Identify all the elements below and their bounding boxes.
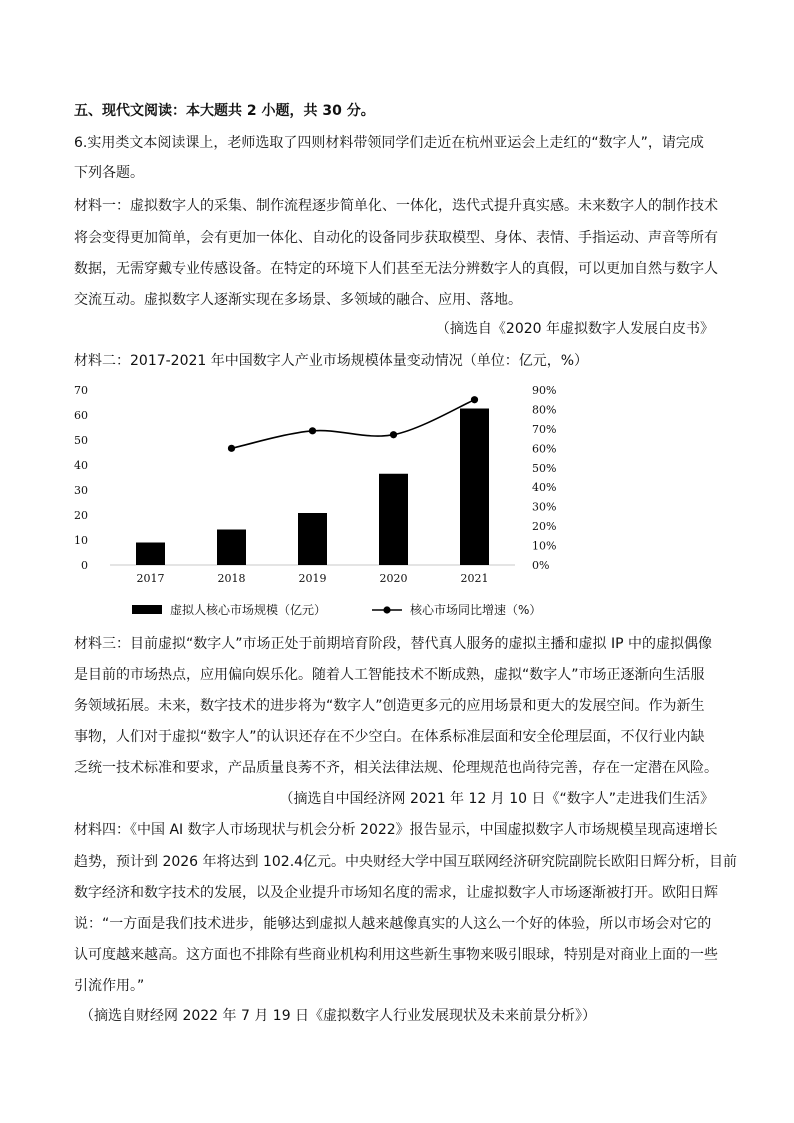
section-heading: 五、现代文阅读：本大题共 2 小题，共 30 分。 (74, 103, 375, 119)
material-1-line-1: 材料一：虚拟数字人的采集、制作流程逐步简单化、一体化，迭代式提升真实感。未来数字人的制作技术 (74, 198, 718, 214)
growth-point-2019 (309, 427, 316, 434)
left-tick-label: 10 (74, 534, 88, 547)
material-1-line-3: 数据，无需穿戴专业传感设备。在特定的环境下人们甚至无法分辨数字人的真假，可以更加自然与数字人 (74, 261, 718, 277)
question-line-2: 下列各题。 (74, 165, 144, 181)
growth-point-2021 (471, 396, 478, 403)
legend-bar-label: 虚拟人核心市场规模（亿元） (170, 603, 327, 617)
x-tick-label: 2021 (460, 572, 489, 585)
x-tick-label: 2019 (298, 572, 327, 585)
material-4-source: （摘选自财经网 2022 年 7 月 19 日《虚拟数字人行业发展现状及未来前景分析》） (80, 1008, 597, 1024)
material-1-source: （摘选自《2020 年虚拟数字人发展白皮书》 (435, 321, 714, 337)
material-3-line-2: 是目前的市场热点，应用偏向娱乐化。随着人工智能技术不断成熟，虚拟“数字人”市场正逐渐向生活服 (74, 667, 705, 683)
right-tick-label: 90% (532, 384, 557, 397)
x-tick-label: 2018 (217, 572, 246, 585)
right-tick-label: 30% (532, 500, 557, 514)
material-4-line-4: 说：“一方面是我们技术进步，能够达到虚拟人越来越像真实的人这么一个好的体验，所以市场会对它的 (74, 916, 712, 932)
material-4-line-5: 认可度越来越高。这方面也不排除有些商业机构利用这些新生事物来吸引眼球，特别是对商业上面的一些 (74, 947, 718, 963)
right-tick-label: 0% (532, 559, 550, 572)
legend-bar-swatch (132, 605, 162, 614)
growth-rate-line (232, 400, 475, 449)
material-3-line-1: 材料三：目前虚拟“数字人”市场正处于前期培育阶段，替代真人服务的虚拟主播和虚拟 IP 中的虚拟偶像 (74, 636, 712, 652)
question-line-1: 6.实用类文本阅读课上，老师选取了四则材料带领同学们走近在杭州亚运会上走红的“数字人”，请完成 (74, 135, 704, 151)
material-4-line-2: 趋势，预计到 2026 年将达到 102.4亿元。中央财经大学中国互联网经济研究院副院长欧阳日辉分析，目前 (74, 854, 738, 870)
left-tick-label: 60 (74, 409, 88, 422)
left-tick-label: 40 (74, 459, 88, 472)
right-tick-label: 60% (532, 442, 557, 456)
legend-line-marker (383, 606, 390, 613)
left-tick-label: 30 (74, 484, 88, 497)
bar-2020 (379, 474, 408, 565)
right-tick-label: 10% (532, 539, 557, 553)
right-tick-label: 70% (532, 422, 557, 436)
bar-2021 (460, 409, 489, 566)
right-tick-label: 20% (532, 520, 557, 534)
bar-2019 (298, 513, 327, 565)
material-4-line-3: 数字经济和数字技术的发展，以及企业提升市场知名度的需求，让虚拟数字人市场逐渐被打开。欧阳日辉 (74, 885, 718, 901)
growth-point-2020 (390, 431, 397, 438)
growth-point-2018 (228, 445, 235, 452)
material-1-line-4: 交流互动。虚拟数字人逐渐实现在多场景、多领域的融合、应用、落地。 (74, 292, 522, 308)
left-tick-label: 20 (74, 509, 88, 522)
left-tick-label: 70 (74, 384, 88, 397)
market-size-chart (60, 378, 580, 628)
right-tick-label: 40% (532, 481, 557, 495)
material-4-line-1: 材料四：《中国 AI 数字人市场现状与机会分析 2022》报告显示，中国虚拟数字人市场规模呈现高速增长 (74, 822, 718, 838)
material-2-caption: 材料二：2017-2021 年中国数字人产业市场规模体量变动情况（单位：亿元，%） (74, 353, 589, 369)
material-3-line-4: 事物，人们对于虚拟“数字人”的认识还存在不少空白。在体系标准层面和安全伦理层面，不仅行业内缺 (74, 729, 705, 745)
material-4-line-6: 引流作用。” (74, 978, 145, 994)
material-3-line-5: 乏统一技术标准和要求，产品质量良莠不齐，相关法律法规、伦理规范也尚待完善，存在一定潜在风险。 (74, 760, 718, 776)
bar-2017 (136, 543, 165, 566)
right-tick-label: 80% (532, 403, 557, 417)
material-3-line-3: 务领域拓展。未来，数字技术的进步将为“数字人”创造更多元的应用场景和更大的发展空间。作为新生 (74, 698, 705, 714)
bar-2018 (217, 530, 246, 566)
x-tick-label: 2020 (379, 572, 408, 585)
x-tick-label: 2017 (136, 572, 165, 585)
left-tick-label: 50 (74, 434, 88, 447)
material-1-line-2: 将会变得更加简单，会有更加一体化、自动化的设备同步获取模型、身体、表情、手指运动、声音等所有 (74, 230, 718, 246)
material-3-source: （摘选自中国经济网 2021 年 12 月 10 日《“数字人”走进我们生活》 (279, 791, 714, 807)
left-tick-label: 0 (81, 559, 88, 572)
legend-line-label: 核心市场同比增速（%） (410, 603, 542, 617)
right-tick-label: 50% (532, 461, 557, 475)
